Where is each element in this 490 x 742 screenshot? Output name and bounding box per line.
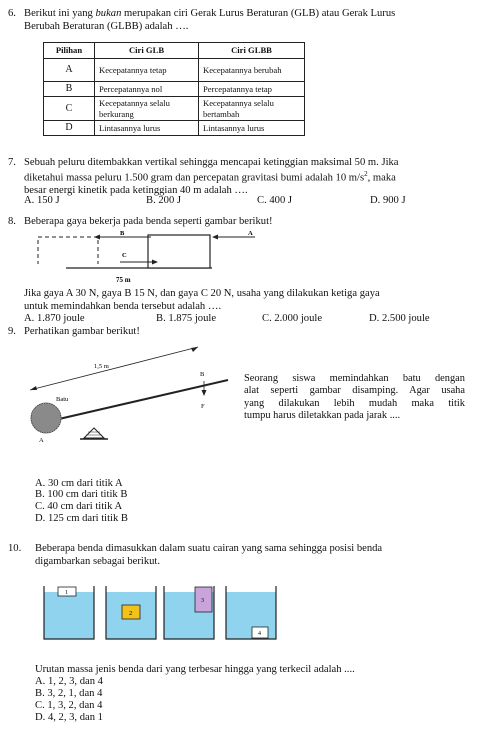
table-cell: Kecepatannya berubah	[199, 59, 305, 82]
q7-option-d: D. 900 J	[370, 195, 406, 206]
water	[44, 592, 94, 639]
q7-option-a: A. 150 J	[24, 195, 60, 206]
q7-line2b: , maka	[367, 172, 396, 184]
q10-option-c: C. 1, 3, 2, dan 4	[35, 700, 103, 711]
q6-text-a: Berikut ini yang	[24, 8, 96, 19]
q7-line2a: diketahui massa peluru 1.500 gram dan percepatan gravitasi bumi adalah 10 m/s	[24, 172, 365, 184]
q8-option-c: C. 2.000 joule	[262, 313, 323, 324]
label-a: A	[39, 437, 44, 444]
table-row	[44, 121, 305, 136]
q8-option-b: B. 1.875 joule	[156, 313, 217, 324]
q6-text	[24, 8, 484, 33]
block	[148, 235, 210, 268]
q8-force-diagram	[30, 226, 270, 284]
q7-option-b: B. 200 J	[146, 195, 182, 206]
q8-option-a: A. 1.870 joule	[24, 313, 85, 324]
q9-side-text	[244, 373, 465, 423]
fulcrum	[84, 428, 104, 438]
q9-option-c: C. 40 cm dari titik A	[35, 501, 123, 512]
table-cell: C	[44, 97, 95, 121]
q7-line2sup: 2	[364, 169, 368, 178]
q10-line1: Beberapa benda dimasukkan dalam suatu cairan yang sama sehingga posisi benda	[35, 543, 383, 554]
q7-line3: besar energi kinetik pada ketinggian 40 m adalah ….	[24, 184, 248, 196]
table-cell: Kecepatannya selalu bertambah	[199, 97, 305, 121]
q7-option-c: C. 400 J	[257, 195, 293, 206]
q9-side-line: yang dilakukan lebih mudah maka titik	[244, 397, 465, 409]
q9-option-b: B. 100 cm dari titik B	[35, 489, 128, 500]
force-b-arrowhead	[94, 235, 100, 240]
label-c: C	[122, 252, 127, 259]
q9-option-d: D. 125 cm dari titik B	[35, 513, 128, 524]
lever-bar	[46, 380, 228, 422]
table-cell: D	[44, 121, 95, 136]
table-cell: Kecepatannya tetap	[95, 59, 199, 82]
q7-number: 7.	[8, 157, 16, 168]
label-2: 2	[129, 610, 133, 617]
length-label: 1,5 m	[94, 363, 109, 370]
table-row	[44, 97, 305, 121]
label-f: F	[201, 403, 205, 410]
q10-number: 10.	[8, 543, 22, 554]
table-header: Pilihan	[44, 43, 95, 59]
q9-side-line: alat seperti gambar disamping. Agar usaha	[244, 385, 465, 397]
force-f-arrowhead	[202, 390, 207, 396]
label-b: B	[200, 371, 205, 378]
q9-side-line: tumpu harus diletakkan pada jarak ....	[244, 410, 401, 422]
q6-text-b: merupakan ciri Gerak Lurus Beraturan (GLB) atau Gerak Lurus	[121, 8, 396, 19]
q10-option-a: A. 1, 2, 3, dan 4	[35, 676, 103, 687]
table-cell: Percepatannya nol	[95, 82, 199, 97]
q9-option-a: A. 30 cm dari titik A	[35, 478, 123, 489]
q10-container-diagram	[40, 580, 290, 642]
q7-text	[24, 157, 486, 197]
q10-option-b: B. 3, 2, 1, dan 4	[35, 688, 103, 699]
q6-text-em: bukan	[95, 8, 122, 19]
table-cell: Kecepatannya selalu berkurang	[95, 97, 199, 121]
q6-number: 6.	[8, 8, 16, 19]
table-header: Ciri GLB	[95, 43, 199, 59]
label-3: 3	[201, 598, 204, 604]
label-1: 1	[65, 590, 68, 596]
stone-label: Batu	[56, 396, 69, 403]
table-header: Ciri GLBB	[199, 43, 305, 59]
q9-lever-diagram	[22, 338, 242, 444]
q8-text: Beberapa gaya bekerja pada benda seperti gambar berikut!	[24, 216, 273, 227]
label-4: 4	[258, 631, 261, 637]
q7-line1: Sebuah peluru ditembakkan vertikal sehingga mencapai ketinggian maksimal 50 m. Jika	[24, 157, 399, 168]
q6-table	[43, 42, 305, 136]
table-header-row	[44, 43, 305, 59]
label-b: B	[120, 230, 125, 237]
distance-label: 75 m	[116, 276, 131, 284]
q10-text	[35, 543, 487, 568]
q6-text-line2: Berubah Beraturan (GLBB) adalah ….	[24, 20, 189, 32]
dimension-line	[30, 347, 198, 390]
label-a: A	[248, 230, 253, 237]
dimension-arrowhead	[30, 386, 37, 390]
q10-question: Urutan massa jenis benda dari yang terbesar hingga yang terkecil adalah ....	[35, 664, 355, 675]
q8-option-d: D. 2.500 joule	[369, 313, 430, 324]
q8-number: 8.	[8, 216, 16, 227]
table-cell: Lintasannya lurus	[199, 121, 305, 136]
force-a-arrowhead	[212, 235, 218, 240]
table-cell: A	[44, 59, 95, 82]
table-row	[44, 82, 305, 97]
q8-line2: untuk memindahkan benda tersebut adalah ….	[24, 300, 222, 312]
q8-body	[24, 288, 486, 313]
water	[226, 592, 276, 639]
table-row	[44, 59, 305, 82]
q10-option-d: D. 4, 2, 3, dan 1	[35, 712, 103, 723]
table-cell: B	[44, 82, 95, 97]
q9-side-line: Seorang siswa memindahkan batu dengan	[244, 373, 465, 384]
table-cell: Lintasannya lurus	[95, 121, 199, 136]
q9-number: 9.	[8, 326, 16, 337]
q8-line1: Jika gaya A 30 N, gaya B 15 N, dan gaya C 20 N, usaha yang dilakukan ketiga gaya	[24, 288, 380, 299]
table-cell: Percepatannya tetap	[199, 82, 305, 97]
q9-text: Perhatikan gambar berikut!	[24, 326, 140, 337]
dimension-arrowhead	[191, 347, 198, 352]
q10-line2: digambarkan sebagai berikut.	[35, 555, 161, 567]
